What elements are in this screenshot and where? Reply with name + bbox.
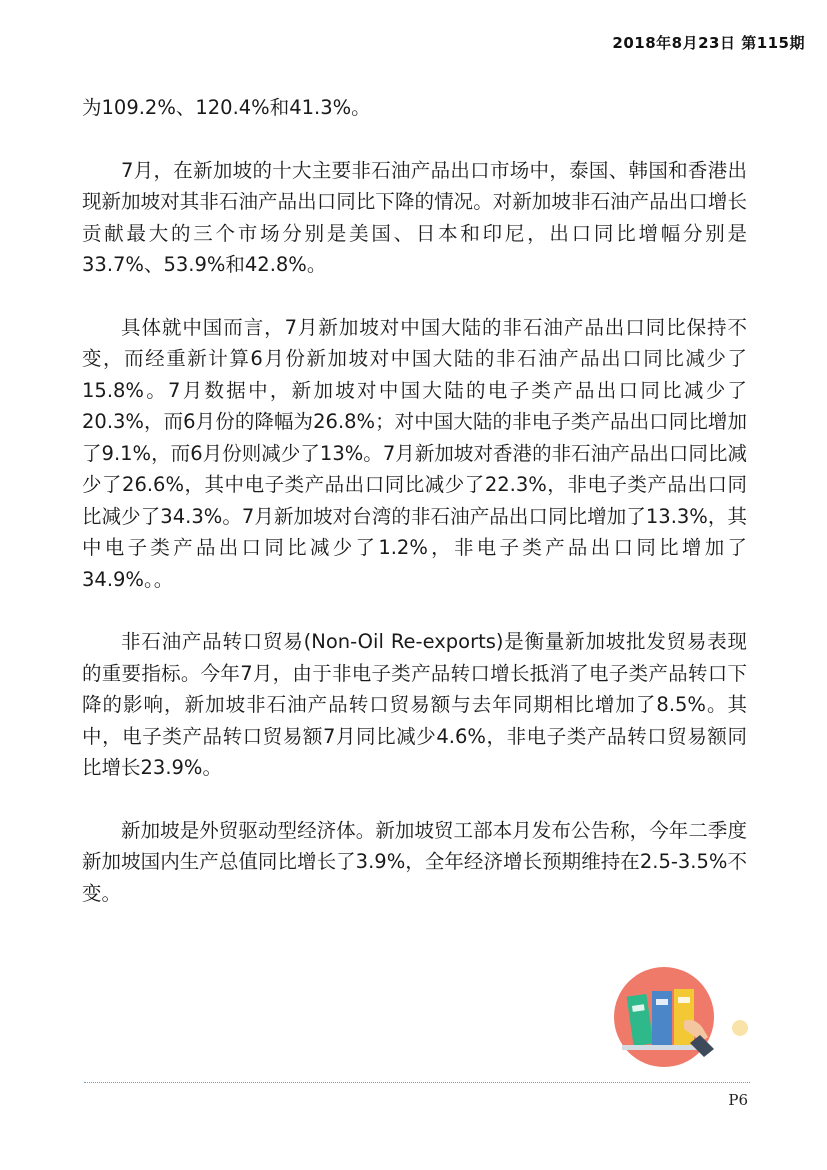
paragraph-continuation: 为109.2%、120.4%和41.3%。 <box>82 96 371 119</box>
footer-divider <box>84 1082 750 1083</box>
paragraph-re-exports: 非石油产品转口贸易(Non-Oil Re-exports)是衡量新加坡批发贸易表现的重要指标。今年7月，由于非电子类产品转口增长抵消了电子类产品转口下降的影响，新加坡非石油产品转口贸易额与去年同期相比增加了8.5%。其中，电子类产品转口贸易额7月同比减少4.6%，非电子类产品转口贸易额同比增长23.9%。 <box>82 630 747 779</box>
paragraph-china-exports: 具体就中国而言，7月新加坡对中国大陆的非石油产品出口同比保持不变，而经重新计算6月份新加坡对中国大陆的非石油产品出口同比减少了15.8%。7月数据中，新加坡对中国大陆的电子类产品出口同比减少了20.3%，而6月份的降幅为26.8%；对中国大陆的非电子类产品出口同比增加了9.1%，而6月份则减少了13%。7月新加坡对香港的非石油产品出口同比减少了26.6%，其中电子类产品出口同比减少了22.3%，非电子类产品出口同比减少了34.3%。7月新加坡对台湾的非石油产品出口同比增加了13.3%，其中电子类产品出口同比减少了1.2%，非电子类产品出口同比增加了34.9%。。 <box>82 315 747 591</box>
issue-date-header: 2018年8月23日 第115期 <box>612 34 805 52</box>
paragraph-economy-outlook: 新加坡是外贸驱动型经济体。新加坡贸工部本月发布公告称，今年二季度新加坡国内生产总值同比增长了3.9%，全年经济增长预期维持在2.5-3.5%不变。 <box>82 818 747 905</box>
binders-folder-icon <box>612 965 752 1075</box>
page-number: P6 <box>728 1091 748 1109</box>
decorative-dot <box>732 1020 748 1036</box>
paragraph-export-markets: 7月，在新加坡的十大主要非石油产品出口市场中，泰国、韩国和香港出现新加坡对其非石油产品出口同比下降的情况。对新加坡非石油产品出口增长贡献最大的三个市场分别是美国、日本和印尼，出口同比增幅分别是33.7%、53.9%和42.8%。 <box>82 158 747 276</box>
article-body <box>82 92 747 940</box>
